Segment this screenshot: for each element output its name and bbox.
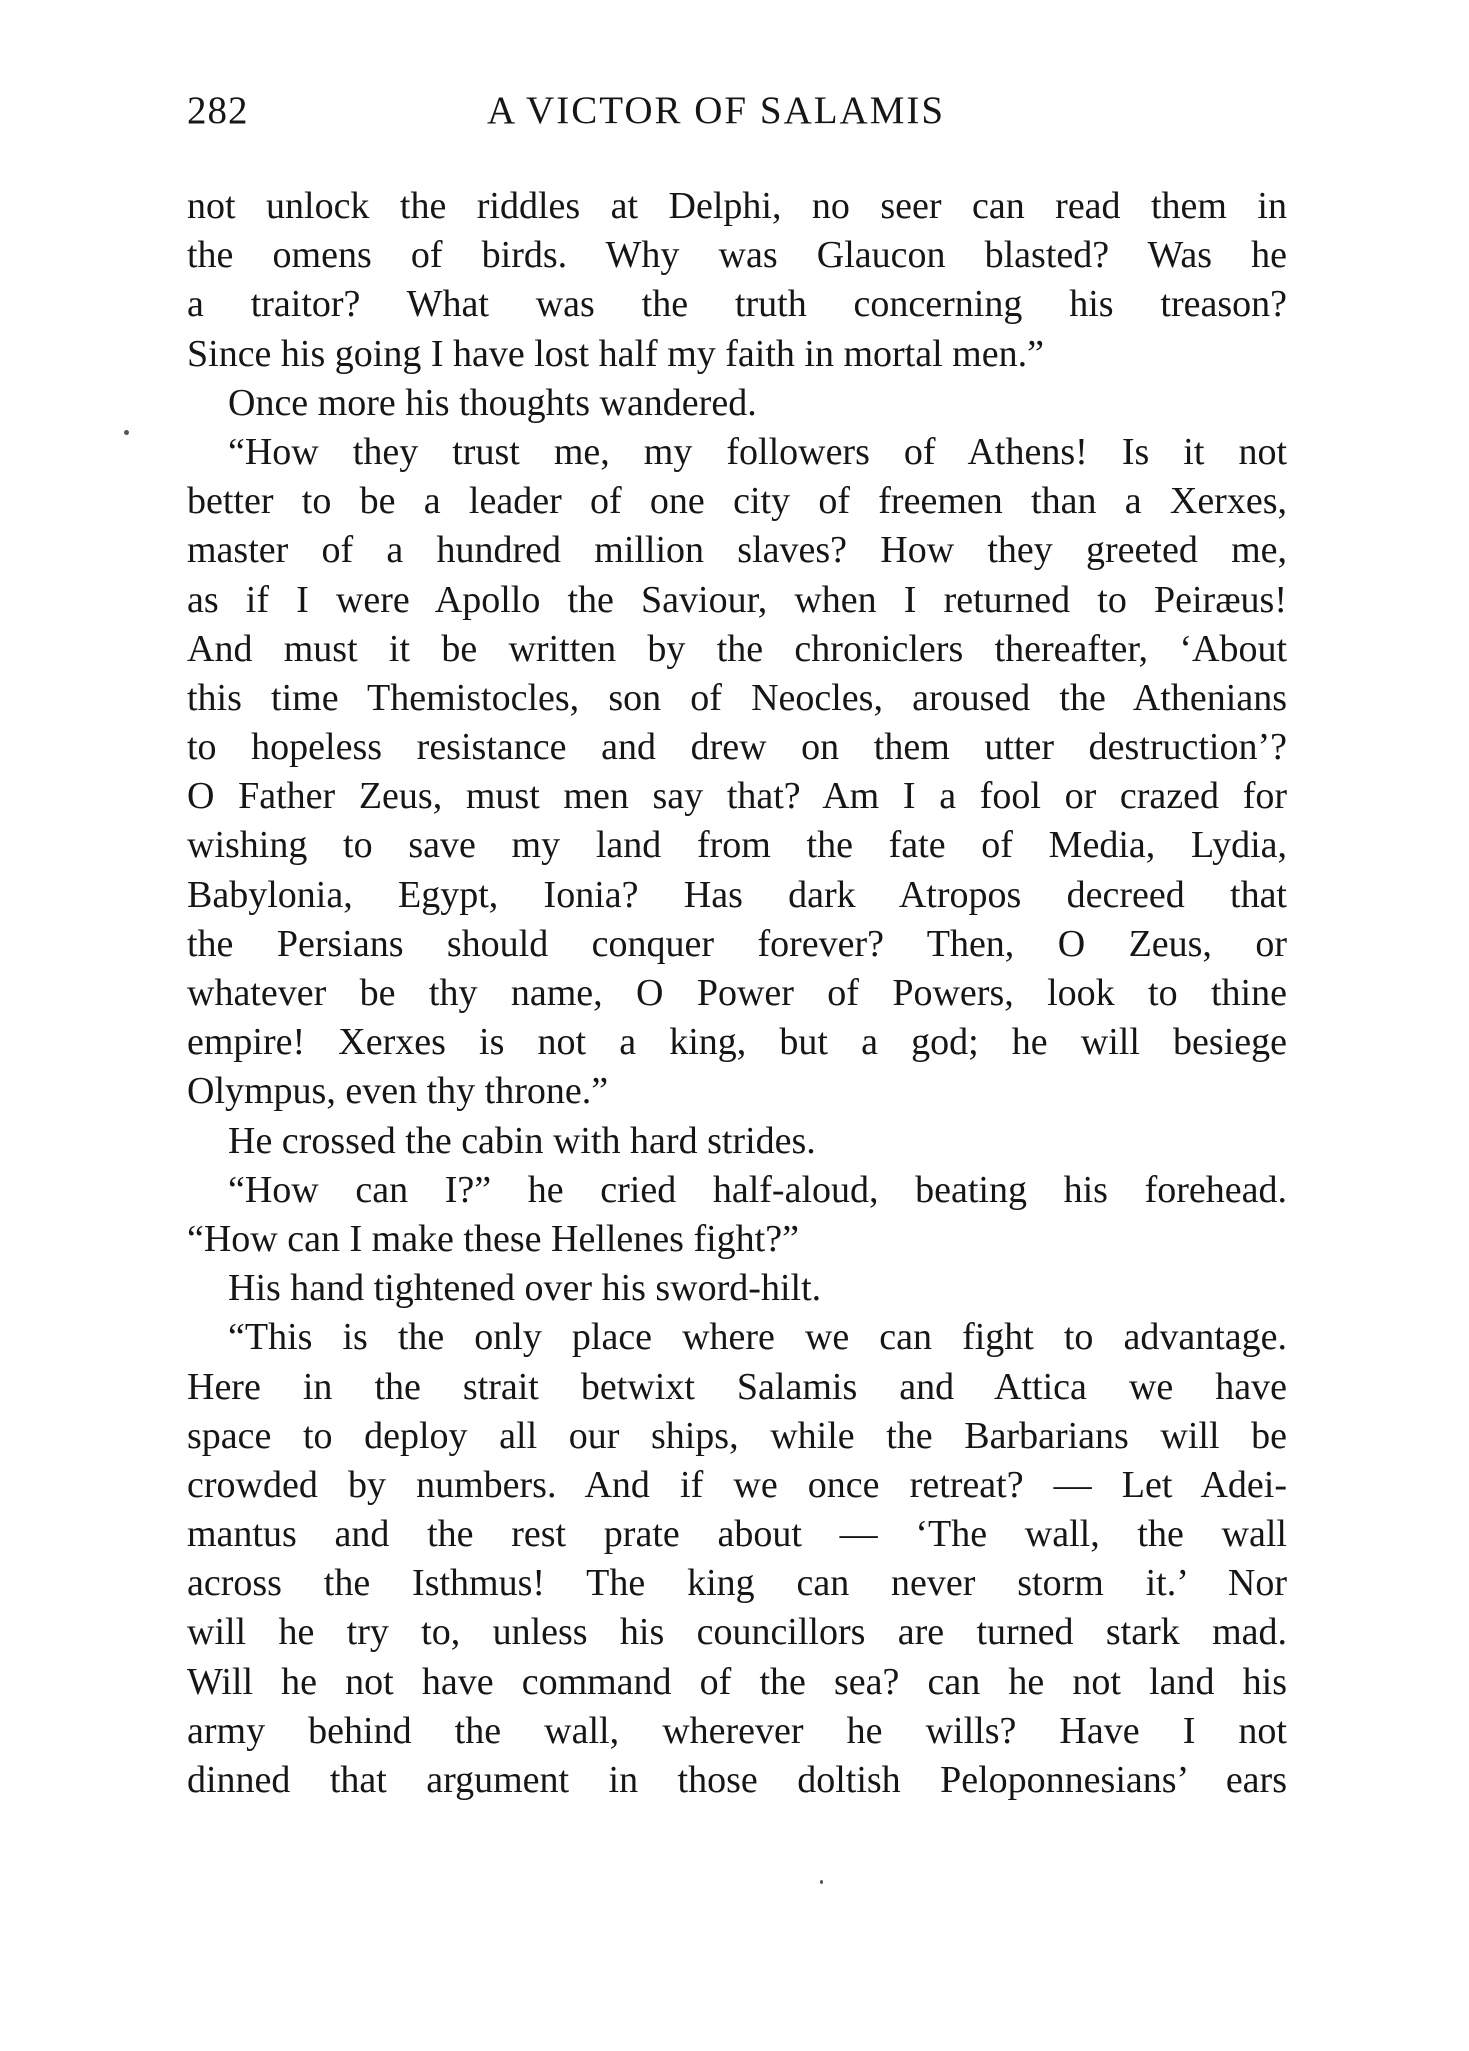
text-line: “How can I?” he cried half-aloud, beating his forehead. — [228, 1168, 1287, 1211]
text-line: mantus and the rest prate about — ‘The wall, the wall — [187, 1513, 1287, 1556]
text-line: empire! Xerxes is not a king, but a god; he will besiege — [187, 1021, 1287, 1064]
text-line: the omens of birds. Why was Glaucon blasted? Was he — [187, 234, 1287, 277]
text-line: O Father Zeus, must men say that? Am I a fool or crazed for — [187, 775, 1287, 818]
text-line: Once more his thoughts wandered. — [228, 381, 757, 424]
text-line: “How they trust me, my followers of Athens! Is it not — [228, 430, 1287, 473]
text-line: And must it be written by the chroniclers thereafter, ‘About — [187, 627, 1287, 670]
text-line: “This is the only place where we can fight to advantage. — [228, 1316, 1287, 1359]
text-line: better to be a leader of one city of freemen than a Xerxes, — [187, 480, 1287, 523]
text-line: Here in the strait betwixt Salamis and Attica we have — [187, 1365, 1287, 1408]
text-line: not unlock the riddles at Delphi, no seer can read them in — [187, 185, 1287, 227]
text-line: to hopeless resistance and drew on them utter destruction’? — [187, 726, 1287, 769]
text-line: army behind the wall, wherever he wills? Have I not — [187, 1709, 1287, 1752]
text-line: across the Isthmus! The king can never storm it.’ Nor — [187, 1562, 1287, 1605]
text-line: His hand tightened over his sword-hilt. — [228, 1267, 822, 1310]
text-line: as if I were Apollo the Saviour, when I returned to Peiræus! — [187, 578, 1287, 621]
print-speck — [820, 1880, 823, 1884]
text-line: Babylonia, Egypt, Ionia? Has dark Atropos decreed that — [187, 873, 1287, 916]
text-line: “How can I make these Hellenes fight?” — [187, 1217, 799, 1260]
print-speck — [124, 430, 129, 435]
text-line: He crossed the cabin with hard strides. — [228, 1119, 816, 1162]
text-line: a traitor? What was the truth concerning his treason? — [187, 283, 1287, 326]
text-line: dinned that argument in those doltish Peloponnesians’ ears — [187, 1759, 1287, 1801]
page-number: 282 — [187, 89, 249, 132]
text-line: crowded by numbers. And if we once retreat? — Let Adei- — [187, 1463, 1287, 1506]
text-line: the Persians should conquer forever? Then, O Zeus, or — [187, 922, 1287, 965]
text-line: Olympus, even thy throne.” — [187, 1070, 609, 1113]
text-line: Will he not have command of the sea? can he not land his — [187, 1660, 1287, 1703]
text-line: will he try to, unless his councillors are turned stark mad. — [187, 1611, 1287, 1654]
text-line: space to deploy all our ships, while the Barbarians will be — [187, 1414, 1287, 1457]
text-line: master of a hundred million slaves? How they greeted me, — [187, 529, 1287, 572]
text-line: whatever be thy name, O Power of Powers, look to thine — [187, 972, 1287, 1014]
body-text — [187, 182, 1287, 1805]
text-line: this time Themistocles, son of Neocles, aroused the Athenians — [187, 676, 1287, 719]
page-header — [187, 88, 1287, 148]
text-line: wishing to save my land from the fate of Media, Lydia, — [187, 824, 1287, 867]
text-line: Since his going I have lost half my faith in mortal men.” — [187, 332, 1044, 375]
running-title: A VICTOR OF SALAMIS — [487, 89, 946, 132]
